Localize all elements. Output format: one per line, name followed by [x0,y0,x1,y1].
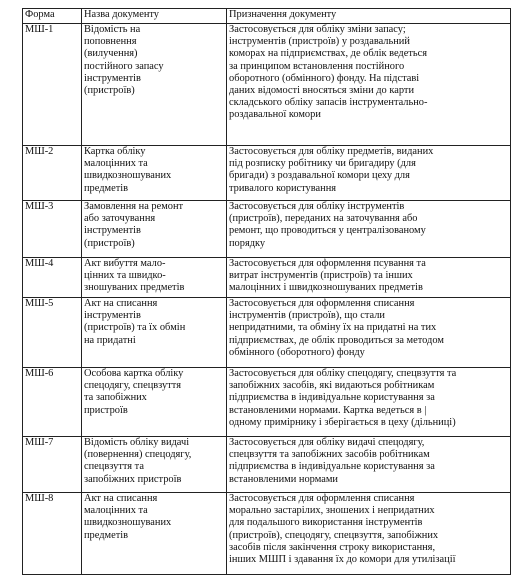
document-purpose-cell: Застосовується для оформлення псування та витрат інструментів (пристроїв) та інших малоцінних і швидкозношуваних предметів [227,258,511,298]
document-forms-table [22,8,511,575]
table-row [23,298,511,368]
document-name-cell: Відомість обліку видачі (повернення) спецодягу, спецвзуття та запобіжних пристроїв [82,437,227,493]
header-form: Форма [23,9,82,24]
header-document-purpose: Призначення документу [227,9,511,24]
form-code-cell: МШ-2 [23,146,82,201]
table-body [23,24,511,575]
document-name-cell: Особова картка обліку спецодягу, спецвзуття та запобіжних пристроїв [82,368,227,437]
header-document-name: Назва документу [82,9,227,24]
document-purpose-cell: Застосовується для обліку спецодягу, спецвзуття та запобіжних засобів, які видаються робітникам підприємства в індивідуальне користування за встановленими нормами. Картка ведеться в | одному примірнику і зберігається в цеху (дільниці) [227,368,511,437]
form-code-cell: МШ-4 [23,258,82,298]
document-name-cell: Акт вибуття мало- цінних та швидко- зношуваних предметів [82,258,227,298]
table-header [23,9,511,24]
document-name-cell: Акт на списання інструментів (пристроїв) та їх обмін на придатні [82,298,227,368]
table-row [23,258,511,298]
document-purpose-cell: Застосовується для обліку інструментів (пристроїв), переданих на заточування або ремонт, що проводиться у централізованому порядку [227,201,511,258]
document-purpose-cell: Застосовується для обліку зміни запасу; інструментів (пристроїв) у роздавальний коморах на підприємствах, де облік ведеться за принципом встановлення постійного оборотного (обмінного) фонду. На підставі даних відомості вносяться зміни до карти складського обліку запасів інструментально- роздавальної комори [227,24,511,146]
document-purpose-cell: Застосовується для обліку видачі спецодягу, спецвзуття та запобіжних засобів робітникам підприємства в індивідуальне користування за встановленими нормами [227,437,511,493]
form-code-cell: МШ-3 [23,201,82,258]
document-purpose-cell: Застосовується для оформлення списання інструментів (пристроїв), що стали непридатними, та обміну їх на придатні на тих підприємствах, де облік проводиться за методом обмінного (оборотного) фонду [227,298,511,368]
form-code-cell: МШ-7 [23,437,82,493]
table-row [23,437,511,493]
form-code-cell: МШ-8 [23,493,82,575]
table-row [23,146,511,201]
header-row [23,9,511,24]
document-purpose-cell: Застосовується для обліку предметів, виданих під розписку робітнику чи бригадиру (для бригади) з роздавальної комори цеху для тривалого користування [227,146,511,201]
document-name-cell: Відомість на поповнення (вилучення) постійного запасу інструментів (пристроїв) [82,24,227,146]
form-code-cell: МШ-1 [23,24,82,146]
table-row [23,368,511,437]
table-row [23,493,511,575]
table-row [23,201,511,258]
form-code-cell: МШ-5 [23,298,82,368]
form-code-cell: МШ-6 [23,368,82,437]
document-purpose-cell: Застосовується для оформлення списання морально застарілих, зношених і непридатних для подальшого використання інструментів (пристроїв), спецодягу, спецвзуття, запобіжних засобів після закінчення строку використання, інших МШП і здавання їх до комори для утилізації [227,493,511,575]
document-name-cell: Картка обліку малоцінних та швидкозношуваних предметів [82,146,227,201]
table-row [23,24,511,146]
document-name-cell: Замовлення на ремонт або заточування інструментів (пристроїв) [82,201,227,258]
document-name-cell: Акт на списання малоцінних та швидкозношуваних предметів [82,493,227,575]
